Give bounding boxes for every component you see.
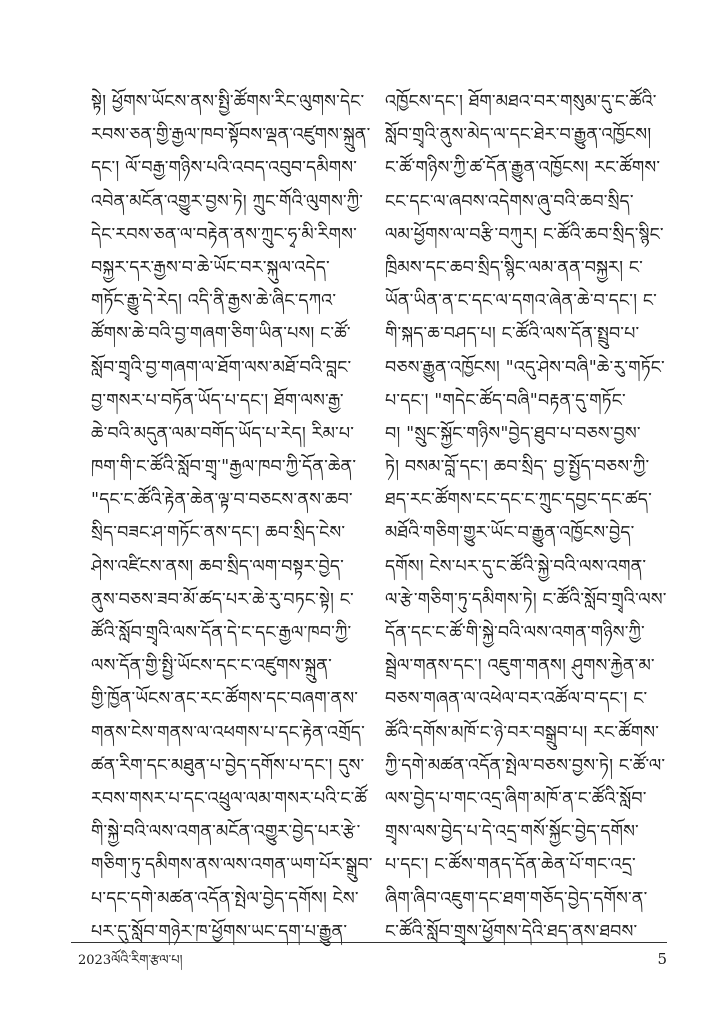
text-line: གཅིག་ཏུ་དམིགས་ནས་ལས་འགན་ཡག་པོར་སྒྲུབ་ xyxy=(91,855,373,876)
text-line: རབས་ཅན་གྱི་རྒྱལ་ཁབ་སྟོབས་ལྡན་འཛུགས་སྐྲུན་ xyxy=(91,125,371,146)
text-line: ཚོའི་སློབ་གྲྭའི་ལས་དོན་དེ་ང་དང་རྒྱལ་ཁབ་ཀྱི་ xyxy=(91,623,352,643)
text-line: སྲིད་བཟང་ཤ་གཏོང་ནས་དང་། ཆབ་སྲིད་ངེས་ xyxy=(91,523,346,544)
text-line: དེང་རབས་ཅན་ལ་བརྟེན་ནས་ཀྲུང་ཧྭ་མི་རིགས་ xyxy=(91,224,357,245)
text-line: དོན་དང་ང་ཚོ་གི་སྐྱེ་བའི་ལས་འགན་གཉིས་ཀྱི་ xyxy=(385,623,645,643)
text-line: པ་དང་དགེ་མཚན་འདོན་སྤེལ་བྱེད་དགོས། ངེས་ xyxy=(91,888,359,909)
text-line: དགོས། ངེས་པར་དུ་ང་ཚོའི་སྐྱེ་བའི་ལས་འགན་ xyxy=(385,556,647,577)
left-text-column xyxy=(91,86,373,949)
text-line: ང་ཚོའི་སློབ་གྲྭས་ཕྱོགས་དེའི་ཐད་ནས་ཐབས་ xyxy=(385,921,638,942)
text-line: ལས་བྱེད་པ་གང་འདྲ་ཞིག་མཁོ་ན་ང་ཚོའི་སློབ་ xyxy=(385,788,647,809)
text-line: གཏོང་རྒྱུ་དེ་རེད། འདི་ནི་རྒྱས་ཆེ་ཞིང་དཀའ་ xyxy=(91,291,337,312)
text-line: ཚན་རིག་དང་མཐུན་པ་བྱེད་དགོས་པ་དང་། དུས་ xyxy=(91,755,365,776)
text-line: སློབ་གྲྭའི་ནུས་མེད་ལ་དང་ཐེར་བ་རྒྱུན་འཁྱོངས། xyxy=(385,125,652,146)
text-line: ལས་དོན་གྱི་སྤྱི་ཡོངས་དང་ང་འཛུགས་སྐྲུན་ xyxy=(91,656,332,677)
text-line: པ་དང་། "གདེང་ཚོད་བཞི"བརྟན་དུ་གཏོང་ xyxy=(385,390,626,411)
text-line: ཁག་གི་ང་ཚོའི་སློབ་གྲྭ་"རྒྱལ་ཁབ་ཀྱི་དོན་ཆེན་ xyxy=(91,457,357,478)
text-line: ངང་དང་ལ་ཞབས་འདེགས་ཞུ་བའི་ཆབ་སྲིད་ xyxy=(385,191,634,212)
text-line: བྱ་གསར་པ་བཏོན་ཡོད་པ་དང་། ཐོག་ལས་རྒྱ་ xyxy=(91,390,344,411)
text-line: སློབ་གྲྭའི་བྱ་གཞག་ལ་ཐོག་ལས་མཐོ་བའི་བླང་ xyxy=(91,357,352,378)
text-line: ང་ཚོ་གཉིས་ཀྱི་ཚ་དོན་རྒྱུན་འཁྱོངས། རང་ཚོགས་ xyxy=(385,158,661,179)
text-line: བཅས་རྒྱུན་འཁྱོངས། "འདུ་ཤེས་བཞི"ཆེ་རུ་གཏོང་ xyxy=(385,357,665,378)
journal-title: 2023ལོའི་རིག་རྩལ་པ། xyxy=(78,953,183,968)
text-line: གནས་ངེས་གནས་ལ་འཕགས་པ་དང་རྟེན་འགྲོད་ xyxy=(91,722,365,743)
text-line: ཡོན་ཡིན་ན་ང་དང་ལ་དགའ་ཞེན་ཆེ་བ་དང་། ང་ xyxy=(385,291,657,312)
text-line: གྱི་ཁྱོན་ཡོངས་ནང་རང་ཚོགས་དང་བཞག་ནས་ xyxy=(91,689,359,710)
text-line: ཀྱི་དགེ་མཚན་འདོན་སྤེལ་བཅས་བྱས་ཏེ། ང་ཚོ་ལ་ xyxy=(385,755,666,776)
text-line: ཤེས་འཛིངས་ནས། ཆབ་སྲིད་ལག་བསྟར་བྱེད་ xyxy=(91,556,344,577)
text-line: གི་སྐད་ཆ་བཤད་པ། ང་ཚོའི་ལས་དོན་སྤྲུབ་པ་ xyxy=(385,324,640,345)
text-line: སྟེ། ཕྱོགས་ཡོངས་ནས་སྤྱི་ཚོགས་རིང་ལུགས་དེང་ xyxy=(91,92,365,112)
text-line: རབས་གསར་པ་དང་འཕྲུལ་ལམ་གསར་པའི་ང་ཚོ xyxy=(91,788,368,809)
text-line: འཁྱོངས་དང་། ཐོག་མཐའ་བར་གསུམ་དུ་ང་ཚོའི་ xyxy=(385,92,657,112)
text-line: ཚོགས་ཆེ་བའི་བྱ་གཞག་ཅིག་ཡིན་པས། ང་ཚོ་ xyxy=(91,324,351,345)
text-line: བསྐྱར་དར་རྒྱས་བ་ཆེ་ཡོང་བར་སྐུལ་འདེད་ xyxy=(91,257,330,278)
text-line: ལ་རྩེ་གཅིག་ཏུ་དམིགས་ཏེ། ང་ཚོའི་སློབ་གྲྭའི་ལས་ xyxy=(385,589,667,610)
text-line: ཁྲིམས་དང་ཆབ་སྲིད་སྙིང་ལམ་ནན་བསྐྱར། ང་ xyxy=(385,257,643,278)
text-line: ལམ་ཕྱོགས་ལ་བརྩི་བཀུར། ང་ཚོའི་ཆབ་སྲིད་སྙིང་ xyxy=(385,224,664,245)
text-line: ཐད་རང་ཚོགས་ངང་དང་ང་ཀྲུང་དབྱང་དང་ཚད་ xyxy=(385,490,652,511)
text-line: མཐོའི་གཅིག་གྱུར་ཡོང་བ་རྒྱུན་འཁྱོངས་བྱེད་ xyxy=(385,523,635,544)
text-line: ཏེ། བསམ་བློ་དང་། ཆབ་སྲིད་ བྱ་སྤྱོད་བཅས་ཀྱི་ xyxy=(385,457,650,478)
text-line: གི་སྐྱེ་བའི་ལས་འགན་མངོན་འགྱུར་བྱེད་པར་རྩེ་ xyxy=(91,822,361,843)
text-line: ཞིག་ཞིབ་འཇུག་དང་ཐག་གཅོད་བྱེད་དགོས་ན་ xyxy=(385,888,648,909)
text-line: "དང་ང་ཚོའི་རྟེན་ཆེན་ལྟ་བ་བཅངས་ནས་ཆབ་ xyxy=(91,490,353,511)
text-line: སྦྲེལ་གནས་དང་། འཇུག་གནས། ཤུགས་རྐྱེན་མ་ xyxy=(385,656,655,677)
text-line: གྲྭས་ལས་བྱེད་པ་དེ་འདྲ་གསོ་སྐྱོང་བྱེད་དགོས་ xyxy=(385,822,639,843)
right-text-column xyxy=(385,86,667,949)
text-line: དང་། ལོ་བརྒྱ་གཉིས་པའི་འབད་འབུབ་དམིགས་ xyxy=(91,158,358,179)
text-line: ནུས་བཅས་ཟབ་མོ་ཚད་པར་ཆེ་རུ་བཏང་སྟེ། ང་ xyxy=(91,589,354,610)
text-line: ཆེ་བའི་མདུན་ལམ་བགོད་ཡོད་པ་རེད། རིམ་པ་ xyxy=(91,423,355,444)
text-line: ཚོའི་དགོས་མཁོ་ང་ཉེ་བར་བསྒྲུབ་པ། རང་ཚོགས་ xyxy=(385,722,660,743)
text-line: པ་དང་། ང་ཚོས་གནད་དོན་ཆེན་པོ་གང་འདྲ་ xyxy=(385,855,636,876)
text-line: པར་དུ་སློབ་གཉེར་ཁ་ཕྱོགས་ཡང་དག་པ་རྒྱུན་ xyxy=(91,921,348,942)
page-number: 5 xyxy=(657,950,667,968)
text-line: འབེན་མངོན་འགྱུར་བྱས་ཏེ། ཀྲུང་གོའི་ལུགས་ཀྱི་ xyxy=(91,191,364,212)
text-line: བཅས་གཞན་ལ་འཕེལ་བར་འཚོལ་བ་དང་། ང་ xyxy=(385,689,648,710)
footer-divider xyxy=(71,942,667,943)
text-line: བ། "སྲུང་སྐྱོང་གཉིས"བྱེད་ཐུབ་པ་བཅས་བྱས་ xyxy=(385,423,641,444)
